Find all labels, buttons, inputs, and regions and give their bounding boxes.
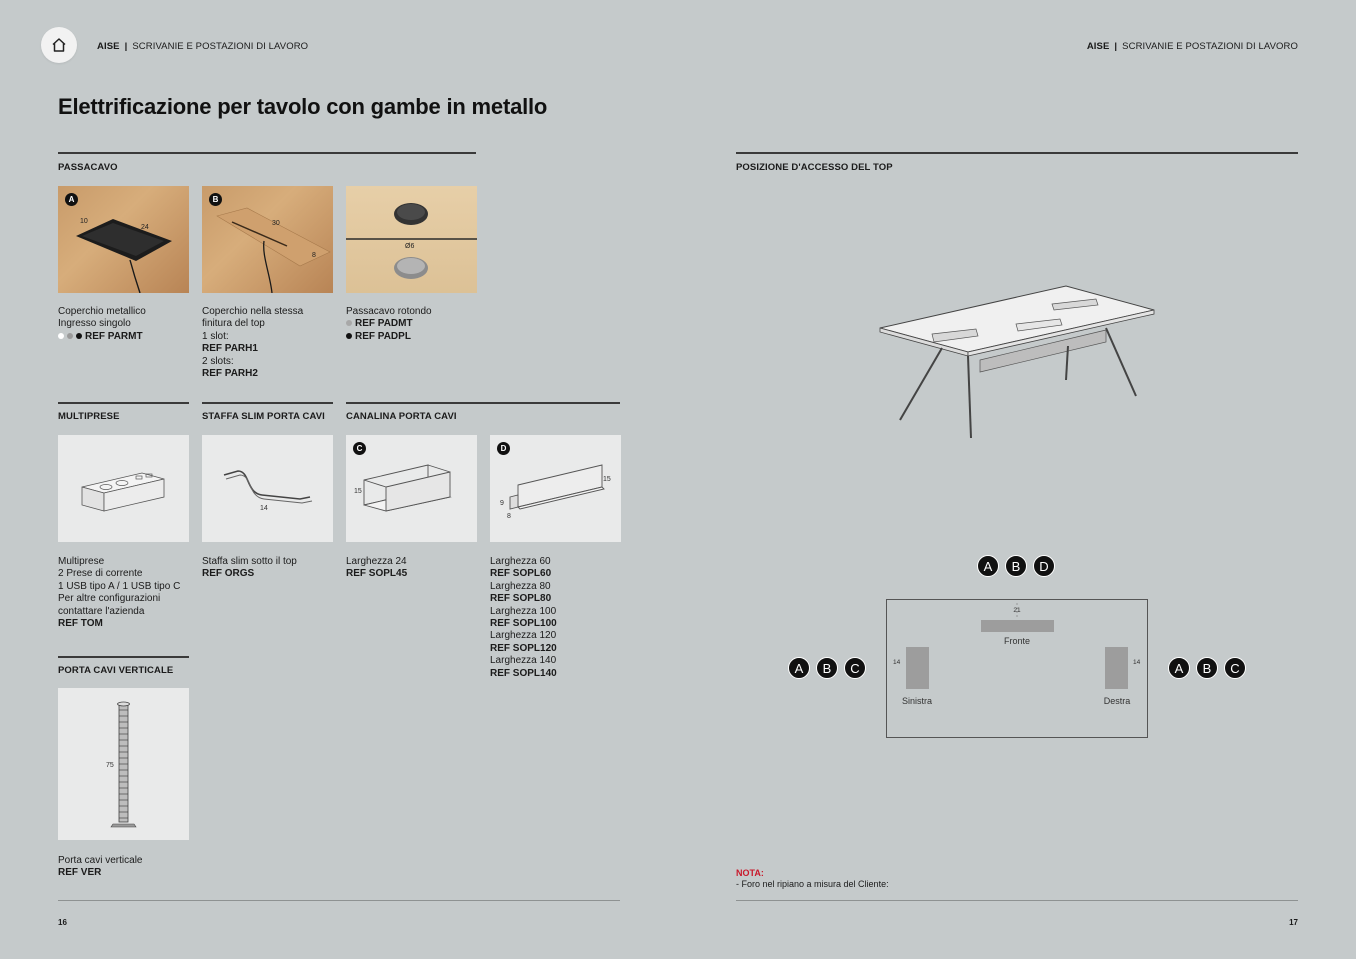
nota-label: NOTA: xyxy=(736,868,764,878)
dim-label: 15 xyxy=(603,476,611,483)
section-title-canalina: CANALINA PORTA CAVI xyxy=(346,411,457,422)
dim-label: Ø6 xyxy=(405,243,415,250)
section-divider xyxy=(202,402,333,404)
top-plan-diagram xyxy=(886,599,1148,738)
section-divider xyxy=(736,152,1298,154)
badge-c: C xyxy=(353,442,366,455)
staffa-image xyxy=(202,435,333,542)
header-left: AISE | SCRIVANIE E POSTAZIONI DI LAVORO xyxy=(97,41,309,52)
nota-text: - Foro nel ripiano a misura del Cliente: xyxy=(736,879,889,889)
home-button[interactable] xyxy=(41,27,77,63)
letter-badge: C xyxy=(1224,657,1246,679)
access-left-letters xyxy=(788,657,872,679)
dim-label: 24 xyxy=(141,224,149,231)
section-divider xyxy=(346,402,620,404)
passacavo-a-caption: Coperchio metallico Ingresso singolo REF PARMT xyxy=(58,306,146,342)
dim-label: 15 xyxy=(354,488,362,495)
dim-label: 75 xyxy=(106,762,114,769)
destra-label: Destra xyxy=(1103,696,1131,706)
color-swatch xyxy=(346,320,352,326)
header-brand: AISE xyxy=(97,41,120,52)
section-title-staffa: STAFFA SLIM PORTA CAVI xyxy=(202,411,325,422)
section-title-verticale: PORTA CAVI VERTICALE xyxy=(58,665,174,676)
dim-label: 14 xyxy=(1133,659,1141,666)
header-brand: AISE xyxy=(1086,41,1110,52)
verticale-caption: Porta cavi verticale REF VER xyxy=(58,855,143,879)
section-divider xyxy=(58,656,189,658)
footer-rule xyxy=(58,900,620,901)
section-title-passacavo: PASSACAVO xyxy=(58,162,118,173)
header-right: AISE | SCRIVANIE E POSTAZIONI DI LAVORO xyxy=(1086,41,1298,52)
dim-label: 14 xyxy=(893,659,901,666)
page-title: Elettrificazione per tavolo con gambe in metallo xyxy=(58,94,548,119)
verticale-image xyxy=(58,688,189,840)
passacavo-b-image xyxy=(202,186,333,293)
staffa-caption: Staffa slim sotto il top REF ORGS xyxy=(202,556,297,580)
access-top-letters xyxy=(977,555,1061,577)
passacavo-round-image xyxy=(346,186,477,293)
passacavo-b-caption: Coperchio nella stessa finitura del top 1 slot: REF PARH1 2 slots: REF PARH2 xyxy=(202,306,304,380)
multiprese-image xyxy=(58,435,189,542)
footer-rule xyxy=(736,900,1298,901)
section-title-posizione: POSIZIONE D'ACCESSO DEL TOP xyxy=(736,162,893,173)
badge-b: B xyxy=(209,193,222,206)
dim-label: 10 xyxy=(80,218,88,225)
letter-badge: A xyxy=(977,555,999,577)
passacavo-a-image xyxy=(58,186,189,293)
letter-badge: C xyxy=(844,657,866,679)
letter-badge: D xyxy=(1033,555,1055,577)
canalina-c-image xyxy=(346,435,477,542)
letter-badge: B xyxy=(816,657,838,679)
letter-badge: B xyxy=(1005,555,1027,577)
dim-label: 9 xyxy=(500,500,504,507)
multiprese-caption: Multiprese 2 Prese di corrente 1 USB tipo A / 1 USB tipo C Per altre configurazioni contattare l'azienda REF TOM xyxy=(58,556,181,630)
color-swatch xyxy=(76,333,82,339)
passacavo-round-caption: Passacavo rotondo REF PADMT REF PADPL xyxy=(346,306,432,342)
fronte-label: Fronte xyxy=(1003,636,1031,646)
letter-badge: A xyxy=(788,657,810,679)
dim-label: 30 xyxy=(272,220,280,227)
dim-label: 8 xyxy=(312,252,316,259)
canalina-d-image xyxy=(490,435,621,542)
sinistra-label: Sinistra xyxy=(901,696,933,706)
dim-label: 14 xyxy=(260,505,268,512)
badge-a: A xyxy=(65,193,78,206)
dim-label: 21 xyxy=(1013,607,1021,614)
canalina-d-caption: Larghezza 60 REF SOPL60 Larghezza 80 REF SOPL80 Larghezza 100 REF SOPL100 Larghezza 120 REF SOPL120 Larghezza 140 REF SOPL140 xyxy=(490,556,557,679)
color-swatch xyxy=(346,333,352,339)
section-divider xyxy=(58,152,476,154)
color-swatch xyxy=(67,333,73,339)
page-number-right: 17 xyxy=(1289,918,1298,927)
letter-badge: B xyxy=(1196,657,1218,679)
color-swatch xyxy=(58,333,64,339)
canalina-c-caption: Larghezza 24 REF SOPL45 xyxy=(346,556,408,580)
section-title-multiprese: MULTIPRESE xyxy=(58,411,120,422)
dim-label: 8 xyxy=(507,513,511,520)
home-icon xyxy=(51,37,67,53)
header-section: SCRIVANIE E POSTAZIONI DI LAVORO xyxy=(1122,41,1298,52)
header-section: SCRIVANIE E POSTAZIONI DI LAVORO xyxy=(132,41,309,52)
access-right-letters xyxy=(1168,657,1252,679)
letter-badge: A xyxy=(1168,657,1190,679)
page-number-left: 16 xyxy=(58,918,67,927)
table-illustration xyxy=(870,280,1170,450)
badge-d: D xyxy=(497,442,510,455)
section-divider xyxy=(58,402,189,404)
